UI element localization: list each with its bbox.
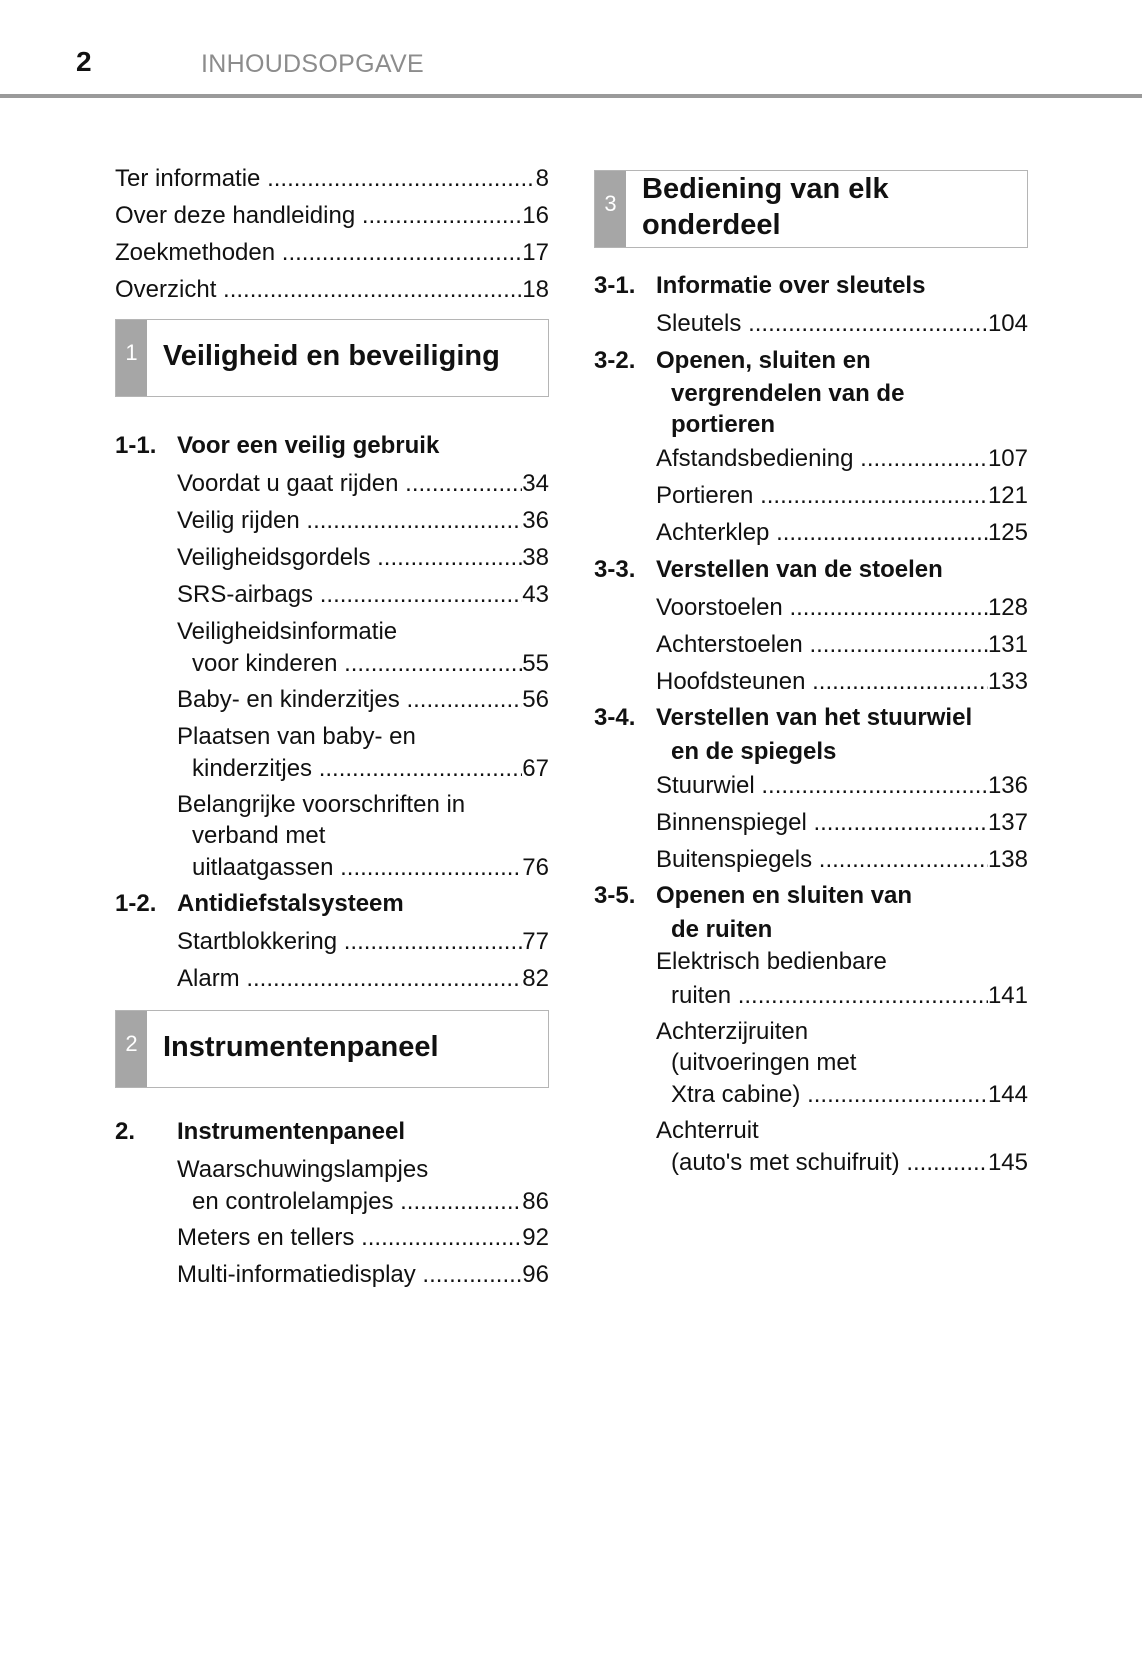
chapter-title: Instrumentenpaneel xyxy=(163,1031,439,1063)
toc-entry[interactable] xyxy=(594,1146,1028,1180)
chapter-title-line: Bediening van elk xyxy=(642,173,889,205)
toc-entry[interactable] xyxy=(594,841,1028,878)
chapter-box-2[interactable] xyxy=(115,1010,549,1088)
section-code: 2. xyxy=(115,1118,136,1145)
entry-page: 86 xyxy=(522,1188,549,1215)
entry-page: 34 xyxy=(522,470,549,497)
entry-page: 137 xyxy=(987,809,1028,836)
toc-entry[interactable] xyxy=(115,1219,549,1256)
entry-page: 136 xyxy=(987,772,1028,799)
toc-entry[interactable] xyxy=(115,851,549,885)
section-heading[interactable] xyxy=(115,885,549,923)
section-code: 1-1. xyxy=(115,432,157,459)
entry-page: 107 xyxy=(987,445,1028,472)
entry-page: 138 xyxy=(987,846,1028,873)
section-title: Voor een veilig gebruik xyxy=(177,432,440,459)
entry-page: 77 xyxy=(522,928,549,955)
section-code: 3-3. xyxy=(594,556,636,583)
toc-entry[interactable] xyxy=(594,804,1028,841)
toc-entry[interactable] xyxy=(115,271,549,308)
entry-title: Veilig rijden xyxy=(177,507,300,534)
entry-title: Binnenspiegel xyxy=(656,809,807,836)
chapter-number: 2 xyxy=(116,1011,147,1087)
entry-title-line: (uitvoeringen met xyxy=(671,1049,857,1076)
entry-title: Alarm xyxy=(177,965,240,992)
toc-entry[interactable] xyxy=(594,305,1028,342)
section-code: 3-4. xyxy=(594,704,636,731)
section-heading[interactable] xyxy=(594,267,1028,305)
toc-entry[interactable] xyxy=(115,681,549,718)
entry-title: Sleutels xyxy=(656,310,742,337)
toc-entry[interactable] xyxy=(594,477,1028,514)
entry-title: en controlelampjes xyxy=(192,1188,394,1215)
entry-title-line: Achterruit xyxy=(656,1117,759,1144)
entry-title: Portieren xyxy=(656,482,754,509)
entry-title-line: Veiligheidsinformatie xyxy=(177,618,398,645)
entry-page: 144 xyxy=(987,1081,1028,1108)
toc-entry[interactable] xyxy=(594,767,1028,804)
section-title-line: portieren xyxy=(671,411,776,438)
section-heading[interactable] xyxy=(115,427,549,465)
section-heading[interactable] xyxy=(594,700,1028,736)
entry-title: Ter informatie xyxy=(115,165,261,192)
section-title: Openen, sluiten en xyxy=(656,347,871,374)
entry-page: 76 xyxy=(522,854,549,881)
entry-title: Baby- en kinderzitjes xyxy=(177,686,400,713)
toc-left-column xyxy=(115,160,549,1293)
toc-entry[interactable] xyxy=(115,502,549,539)
page-header xyxy=(0,0,1142,98)
chapter-number: 3 xyxy=(595,171,626,247)
section-title: Instrumentenpaneel xyxy=(177,1118,406,1145)
section-heading[interactable] xyxy=(594,344,1028,378)
section-title: Openen en sluiten van xyxy=(656,882,913,909)
entry-page: 121 xyxy=(987,482,1028,509)
entry-page: 145 xyxy=(987,1149,1028,1176)
entry-page: 104 xyxy=(987,310,1028,337)
entry-page: 17 xyxy=(522,239,549,266)
entry-title: Meters en tellers xyxy=(177,1224,355,1251)
section-title-line: vergrendelen van de xyxy=(671,380,905,407)
section-code: 3-2. xyxy=(594,347,636,374)
toc-entry[interactable] xyxy=(115,576,549,613)
section-title: Informatie over sleutels xyxy=(656,272,926,299)
toc-entry[interactable] xyxy=(115,160,549,197)
entry-page: 38 xyxy=(522,544,549,571)
entry-title: Over deze handleiding xyxy=(115,202,356,229)
entry-page: 43 xyxy=(522,581,549,608)
toc-entry[interactable] xyxy=(115,539,549,576)
toc-entry[interactable] xyxy=(115,1185,549,1219)
entry-page: 82 xyxy=(522,965,549,992)
entry-page: 141 xyxy=(987,982,1028,1009)
toc-entry[interactable] xyxy=(115,960,549,997)
section-title-line: de ruiten xyxy=(671,916,773,943)
entry-title: kinderzitjes xyxy=(192,755,313,782)
section-heading[interactable] xyxy=(115,1113,549,1151)
entry-title: Multi-informatiedisplay xyxy=(177,1261,416,1288)
entry-page: 56 xyxy=(522,686,549,713)
section-heading[interactable] xyxy=(594,551,1028,589)
entry-page: 16 xyxy=(522,202,549,229)
toc-entry[interactable] xyxy=(115,923,549,960)
entry-page: 92 xyxy=(522,1224,549,1251)
page-title: INHOUDSOPGAVE xyxy=(201,50,424,78)
entry-page: 133 xyxy=(987,668,1028,695)
chapter-title: Veiligheid en beveiliging xyxy=(163,340,500,372)
chapter-box-3[interactable] xyxy=(594,170,1028,248)
section-title-line: en de spiegels xyxy=(671,738,837,765)
entry-title: Overzicht xyxy=(115,276,217,303)
page-number: 2 xyxy=(76,46,92,77)
toc-entry[interactable] xyxy=(115,647,549,681)
toc-entry[interactable] xyxy=(594,589,1028,626)
toc-entry[interactable] xyxy=(594,1078,1028,1112)
toc-entry[interactable] xyxy=(594,626,1028,663)
entry-title: Buitenspiegels xyxy=(656,846,813,873)
entry-page: 128 xyxy=(987,594,1028,621)
entry-title-line: Belangrijke voorschriften in xyxy=(177,791,466,818)
entry-title: (auto's met schuifruit) xyxy=(671,1149,900,1176)
toc-entry[interactable] xyxy=(115,234,549,271)
chapter-number: 1 xyxy=(116,320,147,396)
toc-right-column xyxy=(594,160,1028,1180)
section-code: 3-1. xyxy=(594,272,636,299)
entry-title: voor kinderen xyxy=(192,650,338,677)
entry-page: 8 xyxy=(535,165,549,192)
section-title: Verstellen van het stuurwiel xyxy=(656,704,973,731)
section-code: 1-2. xyxy=(115,890,157,917)
entry-title: Voorstoelen xyxy=(656,594,783,621)
toc-entry[interactable] xyxy=(594,514,1028,551)
entry-title: SRS-airbags xyxy=(177,581,314,608)
toc-entry[interactable] xyxy=(115,197,549,234)
section-heading[interactable] xyxy=(594,878,1028,914)
entry-title: ruiten xyxy=(671,982,732,1009)
toc-entry[interactable] xyxy=(115,465,549,502)
entry-page: 96 xyxy=(522,1261,549,1288)
toc-entry[interactable] xyxy=(115,1256,549,1293)
chapter-box-1[interactable] xyxy=(115,319,549,397)
entry-title: Zoekmethoden xyxy=(115,239,276,266)
chapter-title-line: onderdeel xyxy=(642,209,781,241)
entry-title: Startblokkering xyxy=(177,928,338,955)
entry-title: Achterklep xyxy=(656,519,770,546)
entry-title: Afstandsbediening xyxy=(656,445,854,472)
toc-entry[interactable] xyxy=(115,752,549,786)
section-title: Verstellen van de stoelen xyxy=(656,556,943,583)
entry-title: Achterstoelen xyxy=(656,631,803,658)
entry-page: 55 xyxy=(522,650,549,677)
entry-page: 67 xyxy=(522,755,549,782)
entry-page: 36 xyxy=(522,507,549,534)
entry-title-line: Elektrisch bedienbare xyxy=(656,948,887,975)
entry-title: Stuurwiel xyxy=(656,772,755,799)
toc-entry[interactable] xyxy=(594,440,1028,477)
entry-page: 18 xyxy=(522,276,549,303)
toc-entry[interactable] xyxy=(594,979,1028,1013)
entry-page: 125 xyxy=(987,519,1028,546)
section-title: Antidiefstalsysteem xyxy=(177,890,404,917)
entry-title: Voordat u gaat rijden xyxy=(177,470,399,497)
toc-entry[interactable] xyxy=(594,663,1028,700)
entry-title: uitlaatgassen xyxy=(192,854,334,881)
entry-title: Xtra cabine) xyxy=(671,1081,801,1108)
entry-title-line: Plaatsen van baby- en xyxy=(177,723,416,750)
entry-title: Veiligheidsgordels xyxy=(177,544,371,571)
entry-title-line: verband met xyxy=(192,822,326,849)
section-code: 3-5. xyxy=(594,882,636,909)
chapter-title xyxy=(642,171,889,243)
entry-title-line: Waarschuwingslampjes xyxy=(177,1156,429,1183)
entry-title: Hoofdsteunen xyxy=(656,668,806,695)
entry-page: 131 xyxy=(987,631,1028,658)
entry-title-line: Achterzijruiten xyxy=(656,1018,809,1045)
